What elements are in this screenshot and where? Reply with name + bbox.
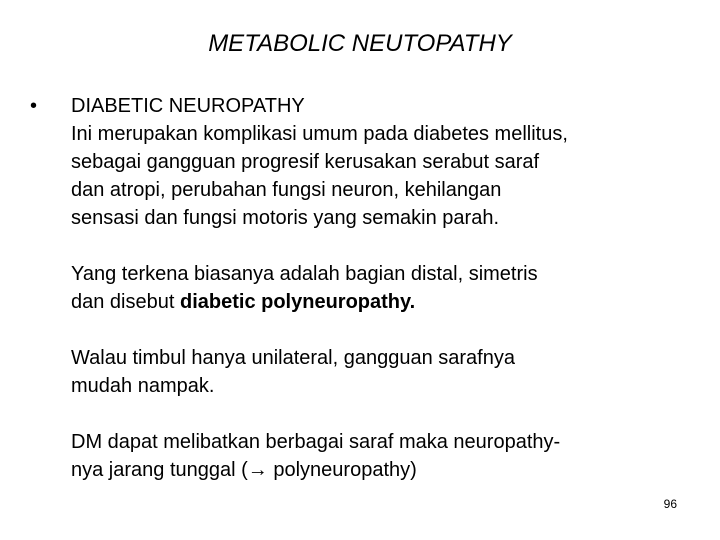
text-line: sebagai gangguan progresif kerusakan serabut saraf [71,151,540,173]
paragraph-multiple-nerves [71,428,710,484]
paragraph-distal [71,260,710,316]
arrow-right-icon: → [247,459,268,481]
text-line: Walau timbul hanya unilateral, gangguan sarafnya [71,347,515,369]
text-line: dan atropi, perubahan fungsi neuron, kehilangan [71,179,502,201]
text-line: sensasi dan fungsi motoris yang semakin parah. [71,207,500,229]
text-line: DM dapat melibatkan berbagai saraf maka neuropathy- [71,431,561,453]
text-line [71,456,710,484]
paragraph-unilateral [71,344,710,400]
bold-term: diabetic polyneuropathy. [179,291,416,313]
bullet-dot: • [30,95,38,117]
text-line: Yang terkena biasanya adalah bagian distal, simetris [71,263,538,285]
paragraph-definition [71,120,710,232]
page-number: 96 [663,497,677,511]
text-fragment: dan disebut [71,291,180,313]
bullet-heading: DIABETIC NEUROPATHY [71,95,305,117]
slide-title: METABOLIC NEUTOPATHY [208,30,512,57]
text-line: mudah nampak. [71,375,215,397]
text-line: Ini merupakan komplikasi umum pada diabetes mellitus, [71,123,568,145]
text-line [71,288,710,316]
text-fragment: polyneuropathy) [267,459,417,481]
bullet-item [30,92,710,484]
text-fragment: nya jarang tunggal ( [71,459,248,481]
bullet-list [30,92,710,484]
